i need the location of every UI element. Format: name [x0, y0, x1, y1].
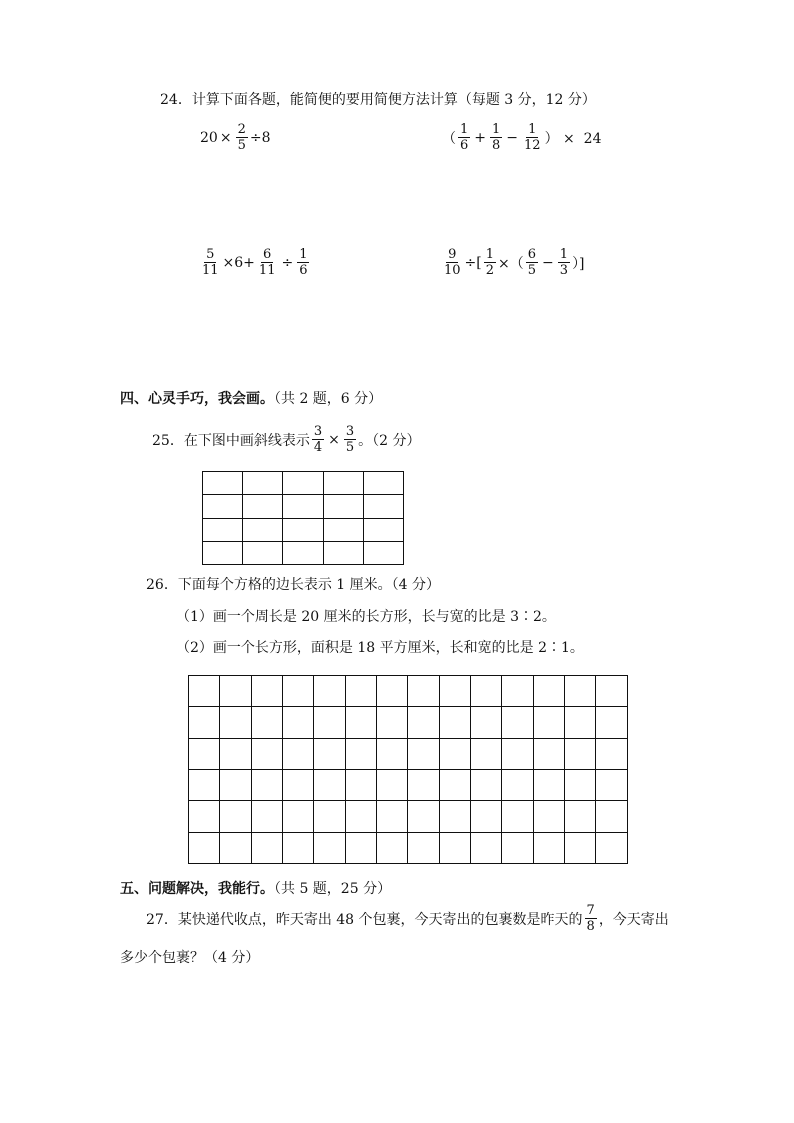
grid-cell[interactable] — [408, 801, 439, 832]
tail: ÷8 — [249, 129, 271, 146]
grid-cell[interactable] — [189, 832, 220, 863]
times-sign: × — [219, 129, 232, 146]
grid-cell[interactable] — [408, 769, 439, 800]
grid-cell[interactable] — [314, 707, 345, 738]
grid-cell[interactable] — [323, 541, 363, 564]
numerator: 7 — [586, 903, 595, 918]
grid-cell[interactable] — [533, 769, 564, 800]
numerator: 1 — [528, 122, 537, 137]
denominator: 12 — [524, 138, 541, 153]
grid-cell[interactable] — [533, 832, 564, 863]
q25-heading — [152, 424, 420, 455]
grid-cell[interactable] — [220, 801, 251, 832]
grid-cell[interactable] — [502, 769, 533, 800]
q26-item-1: （1）画一个周长是 20 厘米的长方形，长与宽的比是 3∶2。 — [176, 609, 556, 625]
grid-cell[interactable] — [220, 738, 251, 769]
grid-cell[interactable] — [377, 676, 408, 707]
section-5-heading — [120, 878, 391, 898]
denominator: 11 — [202, 263, 219, 278]
tail: ） × 24 — [544, 130, 602, 147]
grid-cell[interactable] — [439, 738, 470, 769]
numerator: 1 — [492, 122, 501, 137]
grid-cell[interactable] — [439, 832, 470, 863]
grid-cell[interactable] — [314, 769, 345, 800]
numerator: 9 — [448, 247, 457, 262]
grid-cell[interactable] — [408, 832, 439, 863]
q24-expression-4 — [440, 247, 585, 278]
grid-cell[interactable] — [471, 707, 502, 738]
denominator: 2 — [485, 263, 495, 278]
numerator: 1 — [559, 247, 569, 262]
grid-cell[interactable] — [565, 738, 596, 769]
grid-cell[interactable] — [363, 472, 403, 495]
grid-cell[interactable] — [502, 832, 533, 863]
grid-cell[interactable] — [408, 676, 439, 707]
grid-row — [189, 832, 628, 863]
section-4-heading — [120, 388, 382, 408]
grid-cell[interactable] — [283, 541, 323, 564]
grid-cell[interactable] — [251, 676, 282, 707]
grid-cell[interactable] — [471, 738, 502, 769]
grid-cell[interactable] — [363, 518, 403, 541]
denominator: 8 — [492, 138, 501, 153]
grid-row — [189, 738, 628, 769]
q25-prefix: 25．在下图中画斜线表示 — [152, 432, 310, 449]
grid-cell[interactable] — [283, 801, 314, 832]
numerator: 1 — [460, 122, 469, 137]
section-title: 四、心灵手巧，我会画。 — [120, 391, 274, 407]
grid-cell[interactable] — [565, 769, 596, 800]
numerator: 3 — [313, 424, 323, 439]
grid-cell[interactable] — [502, 801, 533, 832]
grid-cell[interactable] — [189, 707, 220, 738]
section-note: （共 2 题，6 分） — [274, 391, 383, 407]
fraction — [257, 247, 278, 278]
grid-cell[interactable] — [439, 676, 470, 707]
grid-cell[interactable] — [408, 707, 439, 738]
grid-cell[interactable] — [203, 541, 243, 564]
q25-drawing-grid[interactable] — [202, 471, 404, 565]
denominator: 6 — [299, 263, 308, 278]
grid-cell[interactable] — [439, 769, 470, 800]
grid-cell[interactable] — [283, 738, 314, 769]
grid-row — [189, 769, 628, 800]
grid-cell[interactable] — [314, 832, 345, 863]
numerator: 1 — [485, 247, 495, 262]
divide-sign: ÷ — [281, 254, 294, 271]
grid-cell[interactable] — [363, 541, 403, 564]
grid-cell[interactable] — [314, 738, 345, 769]
grid-cell[interactable] — [283, 832, 314, 863]
grid-row — [203, 518, 404, 541]
grid-cell[interactable] — [533, 707, 564, 738]
grid-cell[interactable] — [565, 832, 596, 863]
grid-cell[interactable] — [377, 769, 408, 800]
minus-sign: − — [542, 254, 554, 271]
grid-cell[interactable] — [565, 707, 596, 738]
grid-cell[interactable] — [596, 769, 628, 800]
grid-cell[interactable] — [243, 472, 283, 495]
grid-cell[interactable] — [323, 495, 363, 518]
grid-cell[interactable] — [243, 541, 283, 564]
grid-cell[interactable] — [533, 676, 564, 707]
q27-prefix: 27．某快递代收点，昨天寄出 48 个包裹，今天寄出的包裹数是昨天的 — [146, 911, 583, 928]
numerator: 2 — [237, 122, 246, 137]
q26-item-2: （2）画一个长方形，面积是 18 平方厘米，长和宽的比是 2∶1。 — [176, 640, 584, 656]
denominator: 10 — [444, 263, 461, 278]
grid-row — [189, 801, 628, 832]
grid-cell[interactable] — [203, 472, 243, 495]
grid-cell[interactable] — [408, 738, 439, 769]
minus-sign: − — [506, 129, 519, 146]
grid-cell[interactable] — [596, 707, 628, 738]
fraction — [585, 903, 597, 934]
q24-heading: 24．计算下面各题，能简便的要用简便方法计算（每题 3 分，12 分） — [160, 92, 596, 108]
grid-cell[interactable] — [596, 738, 628, 769]
fraction — [200, 247, 221, 278]
grid-cell[interactable] — [283, 707, 314, 738]
denominator: 5 — [237, 138, 246, 153]
number: 20 — [200, 129, 218, 146]
numerator: 3 — [345, 424, 355, 439]
grid-cell[interactable] — [471, 832, 502, 863]
grid-cell[interactable] — [345, 832, 376, 863]
grid-row — [203, 472, 404, 495]
fraction — [312, 424, 324, 455]
grid-cell[interactable] — [345, 676, 376, 707]
numerator: 5 — [206, 247, 215, 262]
grid-cell[interactable] — [251, 832, 282, 863]
grid-cell[interactable] — [345, 769, 376, 800]
grid-cell[interactable] — [596, 676, 628, 707]
fraction — [484, 247, 496, 278]
grid-cell[interactable] — [596, 832, 628, 863]
fraction — [526, 247, 538, 278]
q26-drawing-grid[interactable] — [188, 675, 628, 864]
fraction — [344, 424, 356, 455]
grid-cell[interactable] — [251, 769, 282, 800]
grid-cell[interactable] — [345, 738, 376, 769]
grid-cell[interactable] — [283, 472, 323, 495]
tail: ）] — [572, 255, 585, 272]
grid-cell[interactable] — [189, 676, 220, 707]
grid-cell[interactable] — [565, 676, 596, 707]
grid-cell[interactable] — [220, 707, 251, 738]
grid-cell[interactable] — [471, 769, 502, 800]
grid-cell[interactable] — [314, 676, 345, 707]
grid-cell[interactable] — [283, 769, 314, 800]
middle: ×6+ — [222, 254, 255, 271]
q27-line-1 — [146, 903, 669, 934]
grid-cell[interactable] — [189, 801, 220, 832]
times-paren: ×（ — [498, 255, 524, 272]
grid-cell[interactable] — [220, 832, 251, 863]
q25-suffix: 。（2 分） — [358, 432, 421, 449]
fraction — [442, 247, 463, 278]
grid-cell[interactable] — [243, 518, 283, 541]
grid-cell[interactable] — [251, 707, 282, 738]
grid-cell[interactable] — [565, 801, 596, 832]
grid-cell[interactable] — [243, 495, 283, 518]
fraction — [458, 122, 470, 153]
left-paren: （ — [442, 130, 456, 147]
denominator: 4 — [313, 440, 323, 455]
grid-cell[interactable] — [502, 738, 533, 769]
grid-cell[interactable] — [220, 676, 251, 707]
grid-cell[interactable] — [596, 801, 628, 832]
divide-bracket: ÷[ — [464, 254, 482, 271]
grid-cell[interactable] — [220, 769, 251, 800]
numerator: 6 — [527, 247, 537, 262]
grid-cell[interactable] — [203, 495, 243, 518]
denominator: 11 — [258, 263, 276, 278]
grid-cell[interactable] — [189, 769, 220, 800]
fraction — [297, 247, 309, 278]
q26-heading: 26．下面每个方格的边长表示 1 厘米。（4 分） — [146, 577, 440, 593]
grid-cell[interactable] — [377, 707, 408, 738]
section-note: （共 5 题，25 分） — [274, 881, 392, 897]
denominator: 5 — [527, 263, 537, 278]
numerator: 1 — [299, 247, 308, 262]
grid-cell[interactable] — [283, 676, 314, 707]
grid-cell[interactable] — [502, 707, 533, 738]
grid-cell[interactable] — [377, 738, 408, 769]
grid-cell[interactable] — [314, 801, 345, 832]
q24-expression-2 — [442, 122, 601, 153]
grid-cell[interactable] — [323, 472, 363, 495]
grid-cell[interactable] — [283, 518, 323, 541]
grid-cell[interactable] — [471, 676, 502, 707]
grid-row — [203, 495, 404, 518]
section-title: 五、问题解决，我能行。 — [120, 881, 274, 897]
fraction — [522, 122, 543, 153]
fraction — [236, 122, 248, 153]
grid-cell[interactable] — [203, 518, 243, 541]
grid-row — [189, 707, 628, 738]
grid-cell[interactable] — [502, 676, 533, 707]
plus-sign: + — [474, 129, 487, 146]
grid-cell[interactable] — [345, 707, 376, 738]
times-sign: × — [328, 431, 340, 448]
grid-cell[interactable] — [439, 707, 470, 738]
grid-cell[interactable] — [345, 801, 376, 832]
grid-row — [203, 541, 404, 564]
grid-cell[interactable] — [533, 801, 564, 832]
fraction — [558, 247, 570, 278]
grid-cell[interactable] — [363, 495, 403, 518]
grid-cell[interactable] — [533, 738, 564, 769]
grid-cell[interactable] — [439, 801, 470, 832]
grid-cell[interactable] — [377, 801, 408, 832]
denominator: 8 — [586, 919, 595, 934]
q27-line-2: 多少个包裹？（4 分） — [120, 950, 260, 966]
grid-row — [189, 676, 628, 707]
q24-expression-1 — [200, 122, 270, 153]
q27-suffix: ，今天寄出 — [598, 911, 669, 928]
q24-expression-3 — [198, 247, 311, 278]
numerator: 6 — [263, 247, 272, 262]
grid-cell[interactable] — [471, 801, 502, 832]
denominator: 5 — [345, 440, 355, 455]
grid-cell[interactable] — [377, 832, 408, 863]
denominator: 3 — [559, 263, 569, 278]
denominator: 6 — [460, 138, 469, 153]
grid-cell[interactable] — [283, 495, 323, 518]
fraction — [490, 122, 502, 153]
grid-cell[interactable] — [251, 738, 282, 769]
grid-cell[interactable] — [251, 801, 282, 832]
grid-cell[interactable] — [323, 518, 363, 541]
grid-cell[interactable] — [189, 738, 220, 769]
